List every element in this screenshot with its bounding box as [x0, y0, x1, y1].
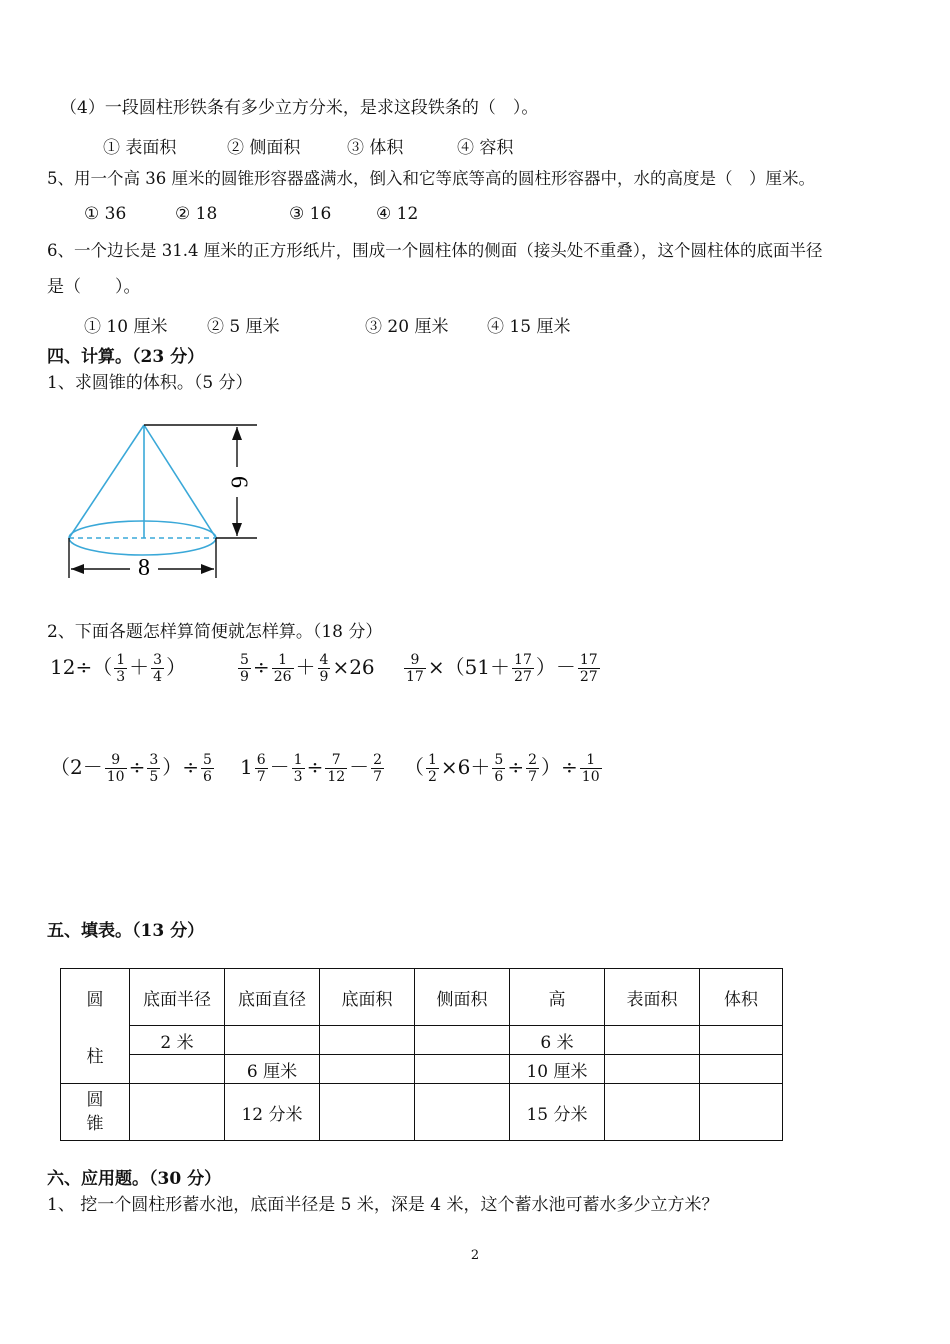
fraction	[255, 752, 268, 785]
table-cell	[605, 1026, 700, 1055]
fraction	[492, 752, 505, 785]
expr-text: ÷	[507, 755, 525, 779]
expr-text: （	[404, 755, 424, 779]
fraction	[201, 752, 214, 785]
q5-option-1: ① 36	[84, 204, 127, 224]
table-cell	[130, 1084, 225, 1141]
expr-text: ÷	[306, 755, 324, 779]
denominator: 4	[153, 669, 163, 685]
expression-2	[236, 652, 375, 685]
numerator: 9	[105, 752, 127, 769]
q6-option-1: ① 10 厘米	[84, 317, 168, 337]
table-cell: 6 米	[510, 1026, 605, 1055]
cone-diameter-label: 8	[138, 555, 150, 581]
table-cell	[700, 1084, 783, 1141]
fraction	[526, 752, 539, 785]
question-4-4-text: （4）一段圆柱形铁条有多少立方分米，是求这段铁条的（ ）。	[60, 98, 539, 118]
fraction	[105, 752, 127, 785]
fraction	[147, 752, 160, 785]
denominator: 27	[514, 669, 532, 685]
numerator: 6	[256, 752, 266, 768]
q4-4-option-4: ④ 容积	[457, 138, 514, 158]
denominator: 26	[273, 669, 292, 685]
denominator: 9	[240, 669, 249, 685]
table-cell: 6 厘米	[225, 1055, 320, 1084]
table-cell	[415, 1026, 510, 1055]
expr-text: ）÷	[541, 755, 578, 779]
question-5-text: 5、用一个高 36 厘米的圆锥形容器盛满水，倒入和它等底等高的圆柱形容器中，水的高度是（ ）厘米。	[47, 169, 815, 188]
expression-4	[50, 752, 216, 785]
denominator: 3	[293, 769, 303, 785]
fraction	[292, 752, 305, 785]
numerator: 4	[319, 652, 329, 668]
section-4-question-2: 2、下面各题怎样算简便就怎样算。（18 分）	[47, 622, 383, 642]
table-header: 表面积	[605, 969, 700, 1026]
table-header: 体积	[700, 969, 783, 1026]
table-cell: 15 分米	[510, 1084, 605, 1141]
expr-text: 1	[240, 755, 253, 779]
cone-height-label: 6	[225, 476, 252, 488]
numerator: 5	[203, 752, 212, 768]
q5-option-3: ③ 16	[289, 204, 332, 224]
section-6-question-1: 1、 挖一个圆柱形蓄水池，底面半径是 5 米，深是 4 米，这个蓄水池可蓄水多少立方米？	[47, 1195, 719, 1215]
fraction	[578, 652, 600, 685]
numerator: 7	[325, 752, 347, 769]
q4-4-option-3: ③ 体积	[347, 138, 404, 158]
table-row	[61, 1055, 783, 1084]
table-cell	[320, 1055, 415, 1084]
table-cell	[415, 1055, 510, 1084]
denominator: 2	[428, 769, 437, 785]
table-cell	[700, 1026, 783, 1055]
table-cell: 2 米	[130, 1026, 225, 1055]
section-5-title: 五、填表。（13 分）	[47, 921, 205, 941]
expression-3	[402, 652, 602, 685]
denominator: 7	[528, 769, 538, 785]
numerator: 1	[580, 752, 602, 769]
diameter-dimension	[69, 538, 216, 581]
expr-text: ）÷	[162, 755, 200, 779]
section-6-title: 六、应用题。（30 分）	[47, 1169, 222, 1189]
cylinder-label-top: 圆	[61, 969, 130, 1026]
numerator: 17	[579, 652, 598, 668]
q5-option-2: ② 18	[175, 204, 218, 224]
q6-option-3: ③ 20 厘米	[365, 317, 449, 337]
expression-5	[240, 752, 386, 785]
denominator: 10	[581, 769, 600, 785]
expr-text: －	[269, 755, 290, 779]
expr-text: ÷	[252, 655, 270, 679]
cone-diagram	[60, 412, 270, 592]
question-6-text-line2: 是（ ）。	[47, 277, 141, 297]
table-row	[61, 1026, 783, 1055]
denominator: 7	[373, 769, 383, 785]
table-cell	[605, 1084, 700, 1141]
table-header: 底面半径	[130, 969, 225, 1026]
table-header: 底面积	[320, 969, 415, 1026]
table-cell	[415, 1084, 510, 1141]
numerator: 3	[153, 652, 163, 668]
table-header: 底面直径	[225, 969, 320, 1026]
numerator: 2	[373, 752, 383, 768]
expr-text: 12÷（	[50, 655, 113, 679]
table-cell	[320, 1026, 415, 1055]
q6-option-2: ② 5 厘米	[207, 317, 280, 337]
denominator: 9	[319, 669, 329, 685]
expression-1	[50, 652, 186, 685]
expr-text: ×（51＋	[427, 655, 511, 679]
table-cell	[605, 1055, 700, 1084]
numerator: 1	[293, 752, 303, 768]
q4-4-option-2: ② 侧面积	[227, 138, 301, 158]
section-4-question-1: 1、求圆锥的体积。（5 分）	[47, 373, 253, 393]
expr-text: ）－	[535, 655, 576, 679]
table-cell: 10 厘米	[510, 1055, 605, 1084]
denominator: 17	[406, 669, 424, 685]
expr-text: ×6＋	[440, 755, 491, 779]
table-cell	[225, 1026, 320, 1055]
expr-text: （2－	[50, 755, 103, 779]
fraction	[580, 752, 602, 785]
cone-label-top: 圆	[86, 1090, 104, 1110]
fraction	[404, 652, 426, 685]
fraction	[371, 752, 384, 785]
q5-option-4: ④ 12	[376, 204, 419, 224]
numerator: 9	[404, 652, 426, 669]
expr-text: ＋	[295, 655, 316, 679]
expr-text: ＋	[129, 655, 150, 679]
denominator: 27	[579, 669, 598, 685]
table-cell	[130, 1055, 225, 1084]
numerator: 1	[272, 652, 294, 669]
cone-label-bottom: 锥	[86, 1114, 104, 1134]
numerator: 5	[240, 652, 249, 668]
denominator: 10	[106, 769, 125, 785]
q4-4-option-1: ① 表面积	[103, 138, 177, 158]
fill-in-table	[60, 968, 783, 1141]
denominator: 5	[149, 769, 159, 785]
fraction	[325, 752, 347, 785]
table-header: 高	[510, 969, 605, 1026]
question-6-text-line1: 6、一个边长是 31.4 厘米的正方形纸片，围成一个圆柱体的侧面（接头处不重叠），这个圆柱体的底面半径	[47, 241, 823, 260]
fraction	[512, 652, 534, 685]
table-cell: 12 分米	[225, 1084, 320, 1141]
numerator: 5	[494, 752, 504, 768]
table-header-row	[61, 969, 783, 1026]
denominator: 6	[203, 769, 212, 785]
table-cell	[320, 1084, 415, 1141]
numerator: 1	[116, 652, 126, 668]
expr-text: ×26	[332, 655, 375, 679]
denominator: 12	[327, 769, 346, 785]
fraction	[114, 652, 127, 685]
cone-shape	[69, 425, 216, 555]
fraction	[318, 652, 331, 685]
numerator: 1	[428, 752, 437, 768]
numerator: 17	[514, 652, 532, 668]
cylinder-label-bottom: 柱	[61, 1026, 130, 1084]
fraction	[426, 752, 439, 785]
denominator: 6	[494, 769, 504, 785]
denominator: 7	[256, 769, 266, 785]
fraction	[272, 652, 294, 685]
expr-text: ÷	[128, 755, 146, 779]
expression-6	[404, 752, 604, 785]
q6-option-4: ④ 15 厘米	[487, 317, 571, 337]
section-4-title: 四、计算。（23 分）	[47, 347, 205, 367]
page-number: 2	[470, 1248, 480, 1263]
expr-text: ）	[166, 655, 187, 679]
numerator: 2	[528, 752, 538, 768]
numerator: 3	[149, 752, 159, 768]
fraction	[238, 652, 251, 685]
table-cell	[700, 1055, 783, 1084]
table-header: 侧面积	[415, 969, 510, 1026]
denominator: 3	[116, 669, 126, 685]
expr-text: －	[349, 755, 370, 779]
table-row	[61, 1084, 783, 1141]
cone-label	[61, 1084, 130, 1141]
fraction	[151, 652, 164, 685]
